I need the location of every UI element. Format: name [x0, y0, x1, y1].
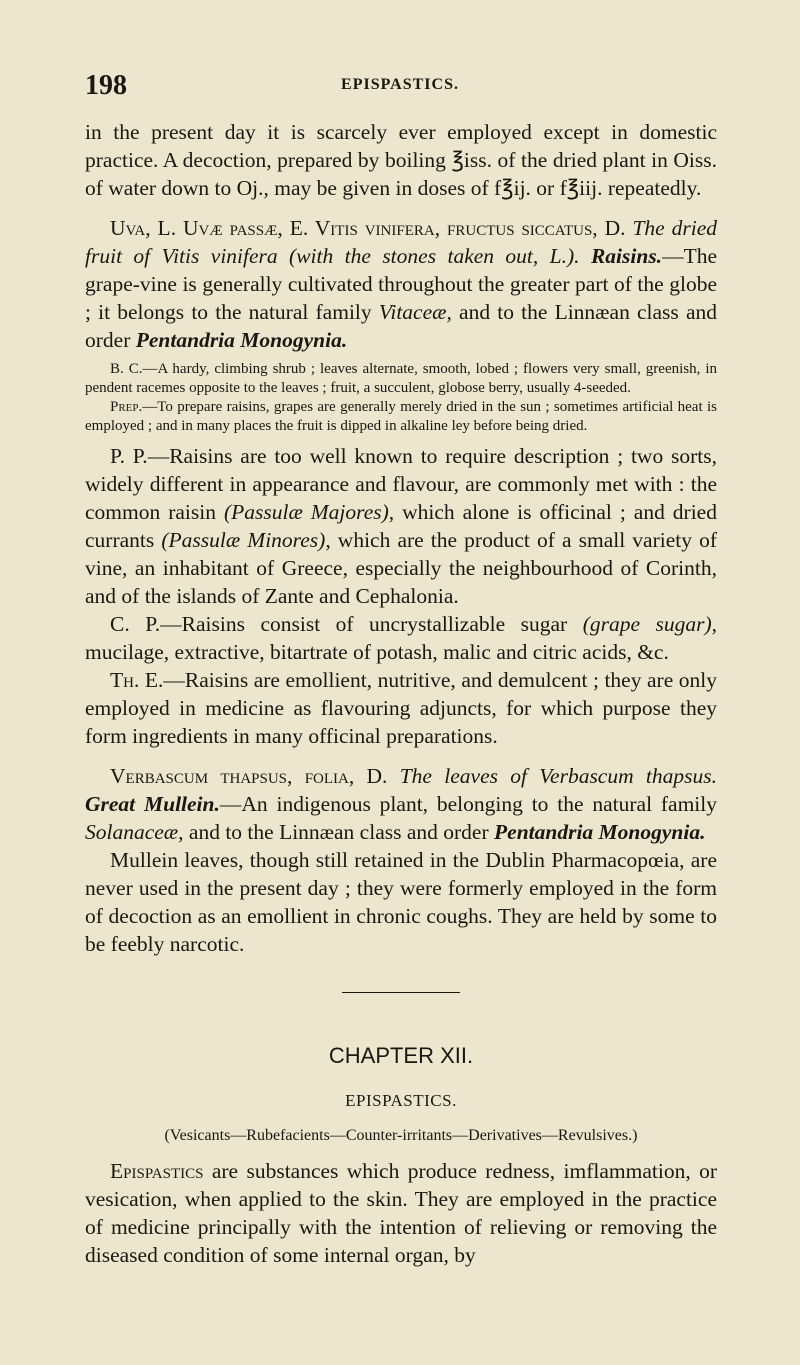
- physical-properties: [85, 442, 717, 610]
- uva-title-italic: The dried fruit of Vitis vinifera (with the stones taken out, L.).: [85, 216, 718, 268]
- pp-italic-1: (Passulæ Majores): [223, 500, 389, 524]
- uva-common-name: Raisins.: [590, 244, 663, 268]
- chapter-subject: EPISPASTICS.: [345, 1091, 457, 1110]
- epi-text: are substances which produce redness, imflammation, or vesication, when applied to the skin. They are employed in the practice of medicine principally with the intention of relieving or removing the diseased condition of some internal organ, by: [85, 1159, 717, 1267]
- verbascum-entry: [85, 762, 717, 846]
- prep-label: Prep.: [110, 399, 143, 415]
- cp-italic-1: (grape sugar): [582, 612, 712, 636]
- bc-label: B. C.: [110, 361, 143, 377]
- cp-text-1: —Raisins consist of uncrystallizable sugar: [160, 612, 583, 636]
- pp-text-2: , which alone is officinal ; and dried currants: [85, 500, 717, 552]
- botanical-characters: [85, 360, 717, 398]
- verb-family: Solanaceæ,: [85, 820, 184, 844]
- uva-intro: —The grape-vine is generally cultivated throughout the greater part of the globe ; it belongs to the natural family: [85, 244, 717, 324]
- section-divider: [342, 992, 460, 993]
- bc-text: —A hardy, climbing shrub ; leaves alternate, smooth, lobed ; flowers very small, greenish, in pendent racemes opposite to the leaves ; fruit, a succulent, globose berry, usually 4-seeded.: [85, 361, 717, 396]
- uva-class-name: Pentandria Monogynia.: [135, 328, 348, 352]
- th-text: —Raisins are emollient, nutritive, and demulcent ; they are only employed in medicine as flavouring adjuncts, for which purpose they form ingredients in many officinal preparations.: [85, 668, 717, 748]
- chapter-aliases: (Vesicants—Rubefacients—Counter-irritants—Derivatives—Revulsives.): [164, 1127, 638, 1144]
- verb-common-name: Great Mullein.: [85, 792, 220, 816]
- page-body: [85, 118, 717, 1269]
- pp-label: P. P.: [110, 444, 148, 468]
- epispastics-paragraph: [85, 1157, 717, 1269]
- pp-italic-2: (Passulæ Minores): [161, 528, 326, 552]
- chapter-heading: CHAPTER XII.: [328, 1043, 474, 1068]
- verb-class-text: and to the Linnæan class and order: [183, 820, 495, 844]
- uva-title: Uva, L. Uvæ passæ, E. Vitis vinifera, fructus siccatus, D.: [110, 216, 626, 240]
- uva-family: Vitaceæ,: [378, 300, 452, 324]
- epi-term: Epispastics: [110, 1159, 204, 1183]
- verb-title-italic: The leaves of Verbascum thapsus.: [399, 764, 717, 788]
- prep-text: —To prepare raisins, grapes are generally merely dried in the sun ; sometimes artificial heat is employed ; and in many places the fruit is dipped in alkaline ley before being dried.: [85, 399, 717, 434]
- mullein-paragraph: Mullein leaves, though still retained in the Dublin Pharmacopœia, are never used in the present day ; they were formerly employed in the form of decoction as an emollient in chronic coughs. They are held by some to be feebly narcotic.: [85, 848, 717, 956]
- verb-intro: —An indigenous plant, belonging to the natural family: [219, 792, 718, 816]
- th-label: Th. E.: [110, 668, 164, 692]
- verb-class-name: Pentandria Monogynia.: [494, 820, 706, 844]
- uva-class-text: and to the Linnæan class and order: [85, 300, 717, 352]
- chemical-properties: [85, 610, 717, 666]
- verb-title: Verbascum thapsus, folia, D.: [110, 764, 388, 788]
- continued-paragraph: in the present day it is scarcely ever employed except in domestic practice. A decoction, prepared by boiling ℥iss. of the dried plant in Oiss. of water down to Oj., may be given in doses of f℥ij. or f℥iij. repeatedly.: [85, 120, 717, 200]
- running-title: EPISPASTICS.: [341, 76, 459, 93]
- pp-text-3: , which are the product of a small variety of vine, an inhabitant of Greece, especially the neighbourhood of Corinth, and of the islands of Zante and Cephalonia.: [85, 528, 717, 608]
- pp-text-1: —Raisins are too well known to require description ; two sorts, widely different in appearance and flavour, are commonly met with : the common raisin: [85, 444, 717, 524]
- therapeutic-effects: [85, 666, 717, 750]
- uva-entry: [85, 214, 717, 354]
- page-header: [85, 70, 715, 104]
- preparation: [85, 398, 717, 436]
- cp-label: C. P.: [110, 612, 161, 636]
- page-number: 198: [85, 70, 127, 101]
- cp-text-2: , mucilage, extractive, bitartrate of potash, malic and citric acids, &c.: [85, 612, 718, 664]
